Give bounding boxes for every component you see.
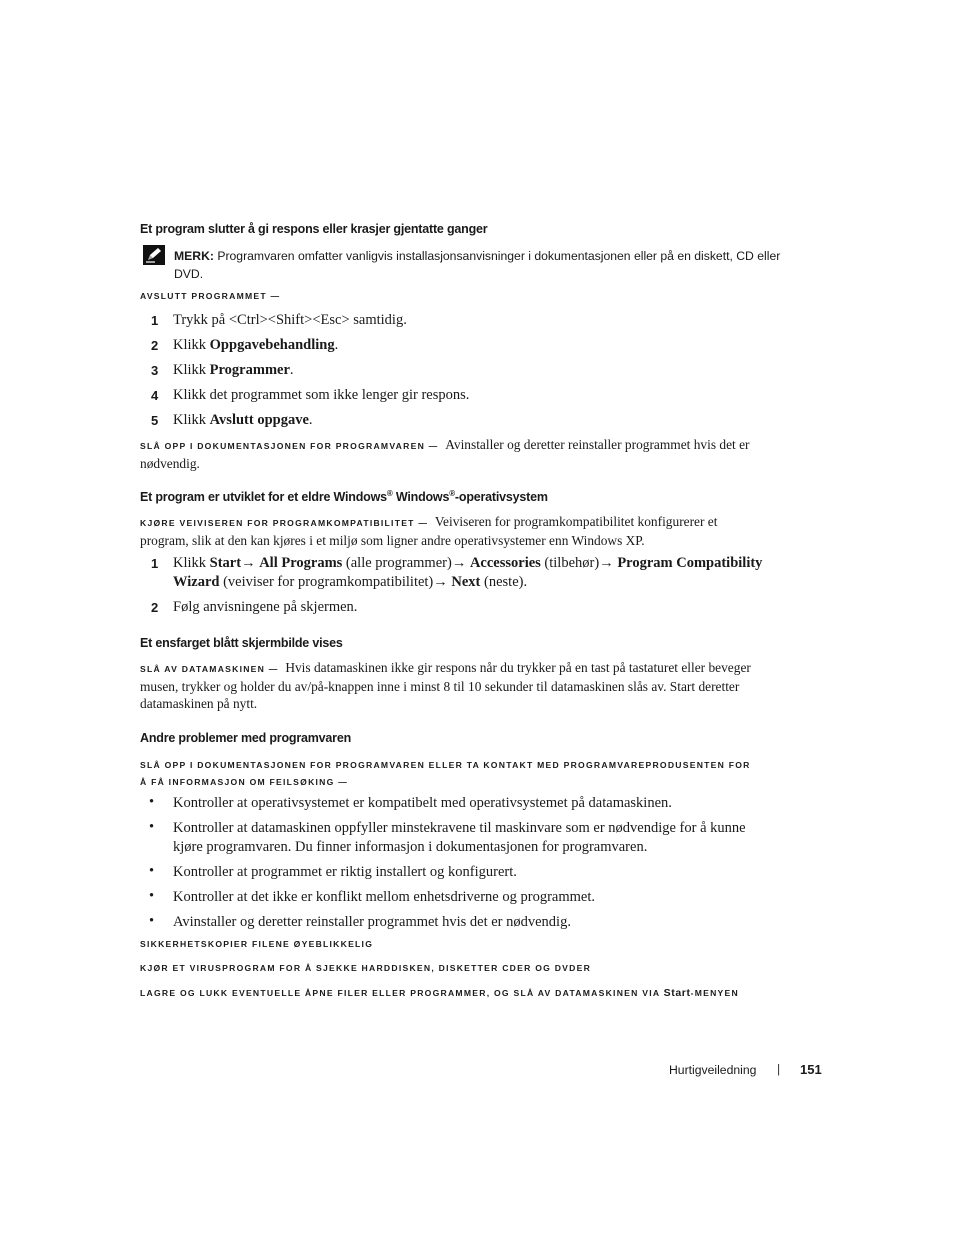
section-heading-other-problems: Andre problemer med programvaren [140, 731, 352, 745]
pencil-note-icon [143, 245, 165, 265]
subheading-backup: SIKKERHETSKOPIER FILENE ØYEBLIKKELIG [140, 939, 374, 949]
step-item: Følg anvisningene på skjermen. [173, 599, 358, 615]
list-item: Avinstaller og deretter reinstaller programmet hvis det er nødvendig. [173, 914, 571, 930]
step-number: 1 [151, 313, 159, 328]
page-number: 151 [800, 1062, 822, 1077]
paragraph-shutdown: SLÅ AV DATAMASKINEN — Hvis datamaskinen ikke gir respons når du trykker på en tast på tastaturet eller beveger musen, trykker og holder du av/på-knappen inne i minst 8 til 10 sekunder til datamaskinen slås av. Start deretter datamaskinen på nytt. [140, 660, 751, 711]
step-item: Klikk Avslutt oppgave. [173, 412, 313, 428]
footer-label: Hurtigveiledning [669, 1063, 757, 1077]
step-item-compat: Klikk Start→ All Programs (alle programmer)→ Accessories (tilbehør)→ Program Compatibility Wizard (veiviser for programkompatibilitet)→ Next (neste). [173, 555, 763, 590]
paragraph-compat-wizard: KJØRE VEIVISEREN FOR PROGRAMKOMPATIBILITET — Veiviseren for programkompatibilitet konfigurerer et program, slik at den kan kjøres i et miljø som ligner andre operativsystemer enn Windows XP. [140, 514, 718, 548]
step-item: Klikk Programmer. [173, 362, 294, 378]
paragraph-lookup-docs: SLÅ OPP I DOKUMENTASJONEN FOR PROGRAMVAREN — Avinstaller og deretter reinstaller programmet hvis det er nødvendig. [140, 437, 750, 471]
bullet-symbol: • [149, 913, 155, 929]
step-number: 2 [151, 600, 159, 615]
section-heading-older-windows: Et program er utviklet for et eldre Windows® Windows®-operativsystem [140, 489, 548, 505]
note-text-line2: DVD. [174, 267, 204, 281]
note-text [174, 247, 824, 283]
bullet-symbol: • [149, 819, 155, 835]
step-number: 1 [151, 556, 159, 571]
subheading-save-close: LAGRE OG LUKK EVENTUELLE ÅPNE FILER ELLER PROGRAMMER, OG SLÅ AV DATAMASKINEN VIA Start-MENYEN [140, 987, 739, 999]
subheading-close-program: AVSLUTT PROGRAMMET — [140, 291, 281, 301]
note-text-line1: Programvaren omfatter vanligvis installasjonsanvisninger i dokumentasjonen eller på en diskett, CD eller [217, 249, 781, 263]
bullet-symbol: • [149, 863, 155, 879]
list-item: Kontroller at det ikke er konflikt mellom enhetsdriverne og programmet. [173, 889, 595, 905]
step-item: Trykk på <Ctrl><Shift><Esc> samtidig. [173, 312, 407, 328]
subheading-virus-scan: KJØR ET VIRUSPROGRAM FOR Å SJEKKE HARDDISKEN, DISKETTER CDER OG DVDER [140, 963, 592, 973]
step-number: 4 [151, 388, 159, 403]
step-item: Klikk det programmet som ikke lenger gir respons. [173, 387, 470, 403]
step-number: 2 [151, 338, 159, 353]
footer-separator: | [777, 1062, 781, 1076]
subheading-shutdown: SLÅ AV DATAMASKINEN — [140, 664, 279, 674]
bullet-symbol: • [149, 794, 155, 810]
subheading-lookup-docs: SLÅ OPP I DOKUMENTASJONEN FOR PROGRAMVAREN — [140, 441, 439, 451]
section-heading-blue-screen: Et ensfarget blått skjermbilde vises [140, 636, 343, 650]
section-heading-no-response: Et program slutter å gi respons eller krasjer gjentatte ganger [140, 222, 488, 236]
step-number: 5 [151, 413, 159, 428]
note-label: MERK: [174, 249, 214, 263]
list-item: Kontroller at operativsystemet er kompatibelt med operativsystemet på datamaskinen. [173, 795, 672, 811]
bullet-symbol: • [149, 888, 155, 904]
step-number: 3 [151, 363, 159, 378]
list-item: Kontroller at programmet er riktig installert og konfigurert. [173, 864, 517, 880]
subheading-compat-wizard: KJØRE VEIVISEREN FOR PROGRAMKOMPATIBILITET — [140, 518, 429, 528]
subheading-contact-vendor: SLÅ OPP I DOKUMENTASJONEN FOR PROGRAMVAREN ELLER TA KONTAKT MED PROGRAMVAREPRODUSENTEN FOR Å FÅ INFORMASJON OM FEILSØKING — [140, 760, 751, 787]
list-item: Kontroller at datamaskinen oppfyller minstekravene til maskinvare som er nødvendige for å kunne kjøre programvaren. Du finner informasjon i dokumentasjonen for programvaren. [173, 820, 746, 855]
step-item: Klikk Oppgavebehandling. [173, 337, 339, 353]
